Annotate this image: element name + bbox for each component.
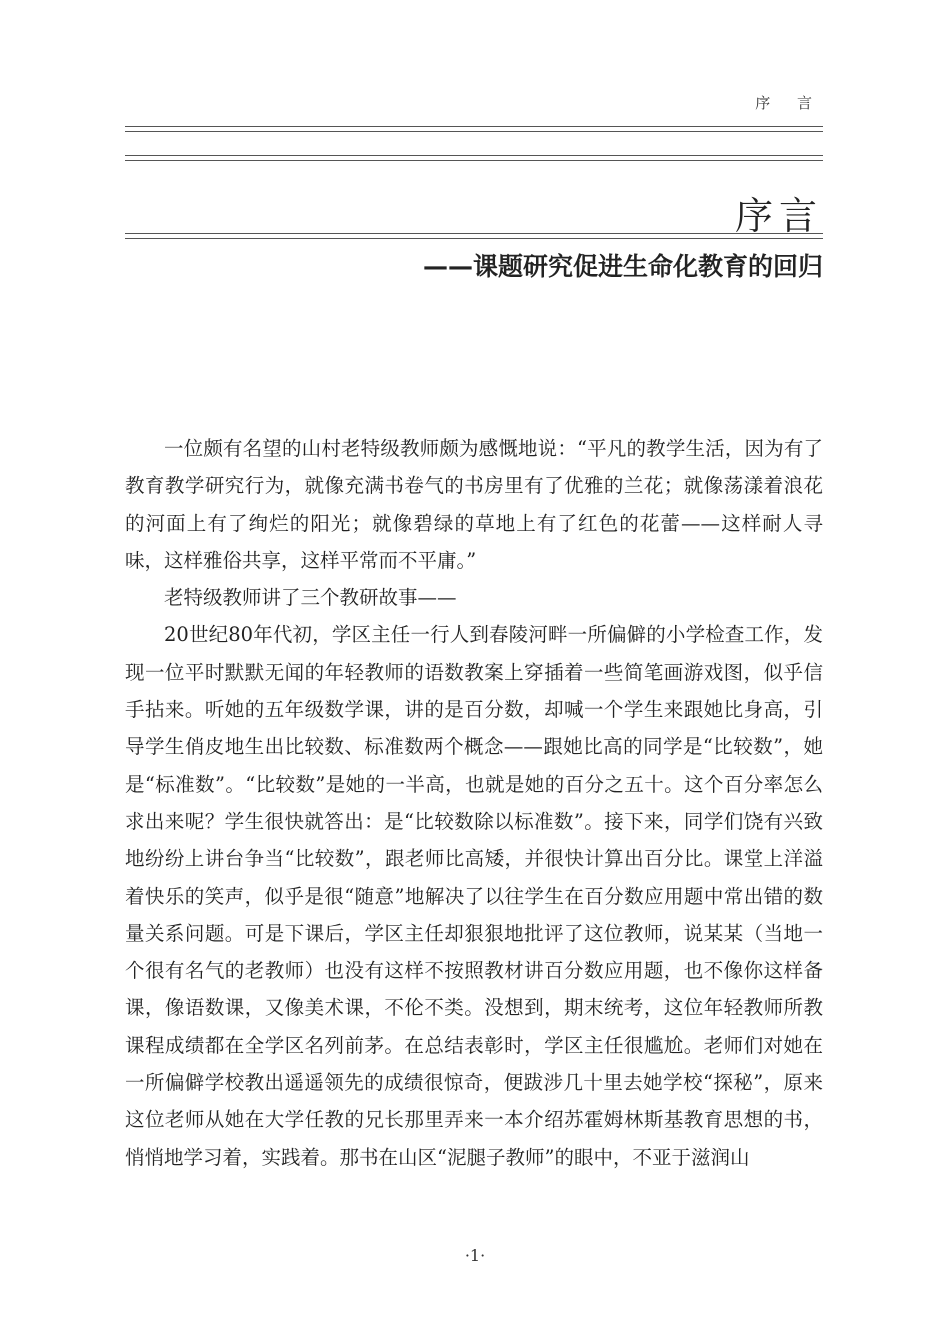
header-rule-top	[125, 126, 823, 127]
paragraph: 老特级教师讲了三个教研故事——	[164, 586, 457, 610]
header-rule-bottom	[125, 160, 823, 161]
title-rule-top	[125, 233, 823, 234]
title-rule-bottom	[125, 238, 823, 239]
body-text	[125, 430, 823, 1176]
running-header: 序 言	[755, 94, 823, 112]
header-rule-lower	[125, 155, 823, 156]
page-number: ·1·	[464, 1246, 486, 1265]
chapter-title: 序言	[734, 194, 823, 239]
header-rule-middle	[125, 131, 823, 132]
chapter-subtitle: ——课题研究促进生命化教育的回归	[422, 252, 823, 281]
paragraph: 20世纪80年代初，学区主任一行人到春陵河畔一所偏僻的小学检查工作，发现一位平时默默无闻的年轻教师的语数教案上穿插着一些简笔画游戏图，似乎信手拈来。听她的五年级数学课，讲的是百分数，却喊一个学生来跟她比身高，引导学生俏皮地生出比较数、标准数两个概念——跟她比高的同学是“比较数”，她是“标准数”。“比较数”是她的一半高，也就是她的百分之五十。这个百分率怎么求出来呢？学生很快就答出：是“比较数除以标准数”。接下来，同学们饶有兴致地纷纷上讲台争当“比较数”，跟老师比高矮，并很快计算出百分比。课堂上洋溢着快乐的笑声，似乎是很“随意”地解决了以往学生在百分数应用题中常出错的数量关系问题。可是下课后，学区主任却狠狠地批评了这位教师，说某某（当地一个很有名气的老教师）也没有这样不按照教材讲百分数应用题，也不像你这样备课，像语数课，又像美术课，不伦不类。没想到，期末统考，这位年轻教师所教课程成绩都在全学区名列前茅。在总结表彰时，学区主任很尴尬。老师们对她在一所偏僻学校教出遥遥领先的成绩很惊奇，便跋涉几十里去她学校“探秘”，原来这位老师从她在大学任教的兄长那里弄来一本介绍苏霍姆林斯基教育思想的书，悄悄地学习着，实践着。那书在山区“泥腿子教师”的眼中，不亚于滋润山	[125, 623, 823, 1169]
paragraph: 一位颇有名望的山村老特级教师颇为感慨地说：“平凡的教学生活，因为有了教育教学研究行为，就像充满书卷气的书房里有了优雅的兰花；就像荡漾着浪花的河面上有了绚烂的阳光；就像碧绿的草地上有了红色的花蕾——这样耐人寻味，这样雅俗共享，这样平常而不平庸。”	[125, 437, 823, 572]
